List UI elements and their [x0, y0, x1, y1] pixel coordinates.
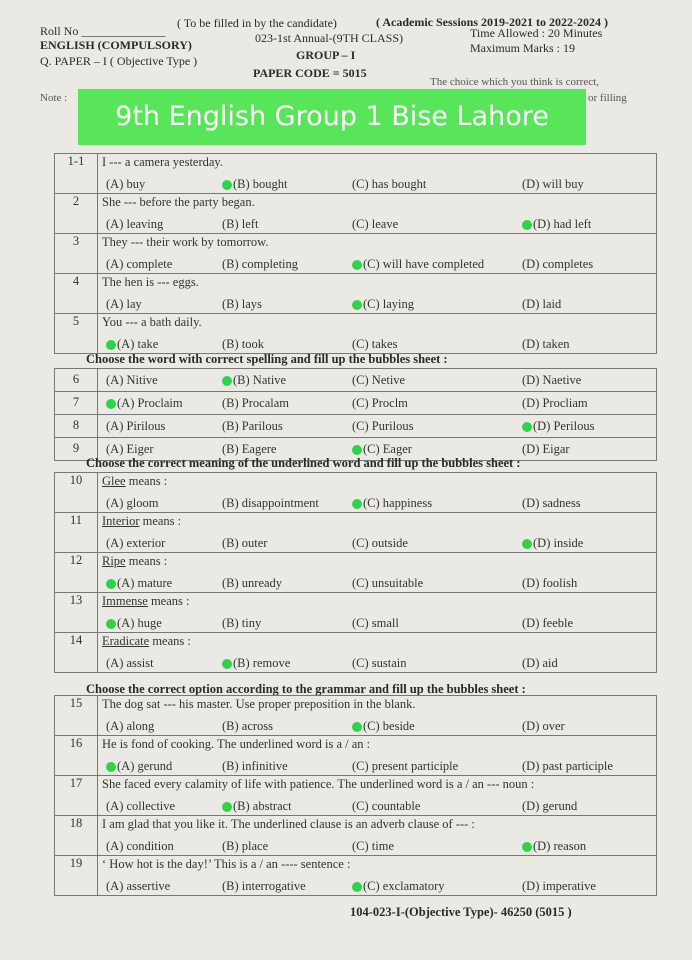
question-number: 8 — [55, 415, 98, 438]
question-stem: I am glad that you like it. The underlined clause is an adverb clause of --- : — [102, 817, 475, 831]
option-b — [222, 532, 267, 554]
options-line — [102, 833, 652, 855]
question-row — [55, 856, 657, 896]
option-text: (D) imperative — [522, 879, 596, 893]
section-heading-grammar: Choose the correct option according to the grammar and fill up the bubbles sheet : — [86, 682, 526, 696]
question-number: 1-1 — [55, 154, 98, 194]
option-a — [106, 715, 154, 737]
question-row — [55, 696, 657, 736]
options-line — [102, 369, 652, 391]
options-line — [102, 873, 652, 895]
roll-no: Roll No ______________ — [40, 24, 166, 38]
question-text — [102, 776, 652, 793]
filled-bubble-icon — [522, 539, 532, 549]
question-number: 15 — [55, 696, 98, 736]
option-b — [222, 875, 306, 897]
option-d — [522, 875, 596, 897]
option-text: (A) buy — [106, 177, 146, 191]
section-heading-meaning: Choose the correct meaning of the underlined word and fill up the bubbles sheet : — [86, 456, 521, 470]
option-text: (D) completes — [522, 257, 594, 271]
question-cell — [98, 856, 657, 896]
option-text: (B) abstract — [233, 799, 292, 813]
paper-code: PAPER CODE = 5015 — [253, 66, 367, 80]
options-line — [102, 753, 652, 775]
option-d — [522, 369, 581, 391]
option-text: (D) Eigar — [522, 442, 570, 456]
question-stem: means : — [147, 594, 190, 608]
question-stem: You --- a bath daily. — [102, 315, 202, 329]
options-line — [102, 291, 652, 313]
option-text: (A) exterior — [106, 536, 166, 550]
options-line — [102, 713, 652, 735]
question-text — [102, 553, 652, 570]
question-stem: I --- a camera yesterday. — [102, 155, 223, 169]
option-text: (C) will have completed — [363, 257, 485, 271]
question-stem: They --- their work by tomorrow. — [102, 235, 269, 249]
question-cell — [98, 553, 657, 593]
option-text: (D) sadness — [522, 496, 581, 510]
options-line — [102, 331, 652, 353]
option-text: (A) Nitive — [106, 373, 158, 387]
paper-type: Q. PAPER – I ( Objective Type ) — [40, 54, 198, 68]
options-line — [102, 570, 652, 592]
option-c — [352, 652, 407, 674]
question-stem: The dog sat --- his master. Use proper preposition in the blank. — [102, 697, 416, 711]
option-c — [352, 755, 458, 777]
option-text: (C) has bought — [352, 177, 427, 191]
question-number: 13 — [55, 593, 98, 633]
question-text — [102, 856, 652, 873]
option-text: (A) assertive — [106, 879, 171, 893]
filled-bubble-icon — [352, 260, 362, 270]
option-b — [222, 213, 258, 235]
question-cell — [98, 816, 657, 856]
question-stem: She faced every calamity of life with patience. The underlined word is a / an --- noun : — [102, 777, 535, 791]
option-a — [106, 875, 170, 897]
question-stem: means : — [125, 474, 168, 488]
note-fragment-2: or filling — [588, 92, 627, 104]
option-text: (D) over — [522, 719, 565, 733]
option-text: (A) along — [106, 719, 155, 733]
filled-bubble-icon — [352, 722, 362, 732]
option-d — [522, 253, 593, 275]
question-cell — [98, 274, 657, 314]
question-text — [102, 633, 652, 650]
option-d — [522, 173, 584, 195]
option-c — [352, 795, 420, 817]
question-cell — [98, 194, 657, 234]
question-number: 14 — [55, 633, 98, 673]
option-text: (B) outer — [222, 536, 268, 550]
option-text: (B) Native — [233, 373, 287, 387]
options-line — [102, 392, 652, 414]
question-cell — [98, 776, 657, 816]
option-b — [222, 612, 261, 634]
question-row — [55, 473, 657, 513]
question-row — [55, 194, 657, 234]
question-number: 11 — [55, 513, 98, 553]
question-text — [102, 513, 652, 530]
filled-bubble-icon — [352, 499, 362, 509]
options-line — [102, 171, 652, 193]
option-text: (B) took — [222, 337, 265, 351]
option-text: (D) taken — [522, 337, 570, 351]
option-a — [106, 253, 172, 275]
option-a — [106, 795, 175, 817]
option-text: (C) takes — [352, 337, 398, 351]
question-row — [55, 234, 657, 274]
question-text — [102, 736, 652, 753]
option-text: (A) leaving — [106, 217, 164, 231]
option-d — [522, 492, 581, 514]
option-c — [352, 369, 405, 391]
option-text: (C) Netive — [352, 373, 406, 387]
option-a — [106, 213, 163, 235]
question-stem: ‘ How hot is the day!’ This is a / an ---- sentence : — [102, 857, 351, 871]
option-text: (B) across — [222, 719, 274, 733]
option-text: (C) present participle — [352, 759, 459, 773]
options-line — [102, 490, 652, 512]
question-number: 5 — [55, 314, 98, 354]
question-cell — [98, 593, 657, 633]
option-d — [522, 612, 573, 634]
option-b — [222, 392, 289, 414]
grammar-table — [54, 153, 657, 354]
question-number: 7 — [55, 392, 98, 415]
question-cell — [98, 696, 657, 736]
filled-bubble-icon — [106, 579, 116, 589]
question-text — [102, 696, 652, 713]
filled-bubble-icon — [222, 802, 232, 812]
question-number: 4 — [55, 274, 98, 314]
question-row — [55, 816, 657, 856]
filled-note: ( To be filled in by the candidate) — [177, 16, 337, 30]
option-c — [352, 392, 408, 414]
time-allowed: Time Allowed : 20 Minutes — [470, 26, 603, 40]
option-b — [222, 369, 286, 391]
question-stem: She --- before the party began. — [102, 195, 255, 209]
option-d — [522, 572, 577, 594]
options-line — [102, 610, 652, 632]
underlined-word: Interior — [102, 514, 140, 528]
option-text: (B) Eagere — [222, 442, 277, 456]
option-text: (C) small — [352, 616, 399, 630]
question-number: 10 — [55, 473, 98, 513]
question-number: 16 — [55, 736, 98, 776]
option-text: (C) happiness — [363, 496, 433, 510]
option-c — [352, 875, 445, 897]
option-b — [222, 173, 288, 195]
question-row — [55, 274, 657, 314]
question-text — [102, 314, 652, 331]
filled-bubble-icon — [352, 445, 362, 455]
option-text: (D) reason — [533, 839, 587, 853]
filled-bubble-icon — [522, 422, 532, 432]
question-row — [55, 776, 657, 816]
options-line — [102, 530, 652, 552]
option-text: (B) Parilous — [222, 419, 283, 433]
question-stem: The hen is --- eggs. — [102, 275, 199, 289]
option-text: (B) place — [222, 839, 269, 853]
option-d — [522, 415, 594, 437]
filled-bubble-icon — [222, 376, 232, 386]
option-text: (D) laid — [522, 297, 562, 311]
question-text — [102, 274, 652, 291]
option-text: (C) laying — [363, 297, 415, 311]
filled-bubble-icon — [352, 882, 362, 892]
question-row — [55, 553, 657, 593]
section-heading-spelling: Choose the word with correct spelling and fill up the bubbles sheet : — [86, 352, 448, 366]
option-text: (A) complete — [106, 257, 173, 271]
option-b — [222, 572, 282, 594]
option-text: (A) lay — [106, 297, 142, 311]
option-text: (D) aid — [522, 656, 558, 670]
paper-footer: 104-023-I-(Objective Type)- 46250 (5015 ) — [350, 905, 572, 919]
question-cell — [98, 154, 657, 194]
option-d — [522, 795, 577, 817]
option-text: (B) tiny — [222, 616, 262, 630]
option-b — [222, 835, 268, 857]
question-number: 3 — [55, 234, 98, 274]
option-text: (A) mature — [117, 576, 173, 590]
option-c — [352, 415, 413, 437]
question-cell — [98, 473, 657, 513]
option-text: (B) interrogative — [222, 879, 306, 893]
filled-bubble-icon — [106, 762, 116, 772]
question-number: 12 — [55, 553, 98, 593]
option-text: (B) bought — [233, 177, 288, 191]
option-a — [106, 835, 174, 857]
annual: 023-1st Annual-(9TH CLASS) — [255, 31, 403, 45]
title-banner: 9th English Group 1 Bise Lahore — [78, 89, 586, 145]
option-text: (D) past participle — [522, 759, 613, 773]
option-d — [522, 438, 570, 460]
question-text — [102, 473, 652, 490]
option-text: (D) will buy — [522, 177, 584, 191]
option-text: (C) sustain — [352, 656, 407, 670]
question-stem: means : — [149, 634, 191, 648]
option-text: (D) Procliam — [522, 396, 588, 410]
filled-bubble-icon — [352, 300, 362, 310]
question-row — [55, 392, 657, 415]
option-c — [352, 572, 423, 594]
filled-bubble-icon — [106, 619, 116, 629]
options-line — [102, 650, 652, 672]
option-text: (C) unsuitable — [352, 576, 424, 590]
option-a — [106, 652, 154, 674]
option-d — [522, 333, 570, 355]
options-line — [102, 211, 652, 233]
option-c — [352, 253, 484, 275]
option-c — [352, 715, 415, 737]
option-b — [222, 715, 273, 737]
option-a — [106, 369, 158, 391]
option-c — [352, 213, 398, 235]
option-text: (B) unready — [222, 576, 283, 590]
options-line — [102, 251, 652, 273]
filled-bubble-icon — [106, 340, 116, 350]
question-row — [55, 154, 657, 194]
option-d — [522, 715, 565, 737]
option-b — [222, 652, 290, 674]
question-stem: He is fond of cooking. The underlined word is a / an : — [102, 737, 371, 751]
question-text — [102, 194, 652, 211]
option-a — [106, 415, 165, 437]
question-number: 2 — [55, 194, 98, 234]
question-text — [102, 154, 652, 171]
option-a — [106, 293, 142, 315]
spelling-table — [54, 368, 657, 461]
option-a — [106, 532, 165, 554]
option-text: (A) collective — [106, 799, 176, 813]
question-cell — [98, 633, 657, 673]
question-cell — [98, 234, 657, 274]
option-d — [522, 392, 588, 414]
options-line — [102, 793, 652, 815]
question-number: 17 — [55, 776, 98, 816]
option-text: (D) gerund — [522, 799, 578, 813]
option-d — [522, 213, 591, 235]
option-b — [222, 293, 262, 315]
option-d — [522, 293, 561, 315]
option-text: (D) feeble — [522, 616, 574, 630]
option-text: (C) leave — [352, 217, 399, 231]
note-fragment: The choice which you think is correct, — [430, 76, 599, 88]
question-row — [55, 314, 657, 354]
question-row — [55, 736, 657, 776]
option-text: (D) foolish — [522, 576, 578, 590]
question-number: 18 — [55, 816, 98, 856]
option-c — [352, 293, 414, 315]
underlined-word: Eradicate — [102, 634, 150, 648]
option-text: (C) countable — [352, 799, 421, 813]
option-text: (B) Procalam — [222, 396, 289, 410]
question-cell — [98, 415, 657, 438]
option-text: (C) time — [352, 839, 395, 853]
option-text: (A) Pirilous — [106, 419, 166, 433]
option-c — [352, 492, 432, 514]
question-row — [55, 633, 657, 673]
grammar-option-table — [54, 695, 657, 896]
option-c — [352, 835, 394, 857]
filled-bubble-icon — [522, 220, 532, 230]
question-row — [55, 593, 657, 633]
question-row — [55, 415, 657, 438]
option-a — [106, 173, 145, 195]
question-stem: means : — [125, 554, 168, 568]
filled-bubble-icon — [222, 180, 232, 190]
question-number: 19 — [55, 856, 98, 896]
filled-bubble-icon — [106, 399, 116, 409]
option-c — [352, 532, 408, 554]
question-text — [102, 234, 652, 251]
option-text: (A) gerund — [117, 759, 173, 773]
option-a — [106, 392, 183, 414]
question-row — [55, 369, 657, 392]
option-text: (C) outside — [352, 536, 408, 550]
option-b — [222, 253, 298, 275]
option-text: (A) Eiger — [106, 442, 154, 456]
option-text: (D) Perilous — [533, 419, 595, 433]
option-text: (C) Purilous — [352, 419, 414, 433]
option-a — [106, 572, 172, 594]
question-cell — [98, 513, 657, 553]
option-text: (B) remove — [233, 656, 291, 670]
meaning-table — [54, 472, 657, 673]
group: GROUP – I — [296, 48, 356, 62]
option-b — [222, 795, 292, 817]
option-text: (C) beside — [363, 719, 415, 733]
option-text: (A) huge — [117, 616, 162, 630]
option-c — [352, 173, 426, 195]
option-c — [352, 612, 399, 634]
option-text: (A) gloom — [106, 496, 159, 510]
question-text — [102, 816, 652, 833]
question-stem: means : — [139, 514, 182, 528]
sessions: ( Academic Sessions 2019-2021 to 2022-2024 ) — [376, 15, 608, 29]
subject: ENGLISH (COMPULSORY) — [40, 38, 192, 52]
option-text: (B) completing — [222, 257, 299, 271]
question-number: 6 — [55, 369, 98, 392]
option-text: (B) lays — [222, 297, 262, 311]
max-marks: Maximum Marks : 19 — [470, 41, 575, 55]
question-cell — [98, 369, 657, 392]
option-text: (A) take — [117, 337, 159, 351]
option-a — [106, 755, 172, 777]
option-b — [222, 415, 283, 437]
option-text: (B) disappointment — [222, 496, 319, 510]
option-a — [106, 492, 158, 514]
option-text: (C) exclamatory — [363, 879, 445, 893]
underlined-word: Immense — [102, 594, 148, 608]
options-line — [102, 415, 652, 437]
option-text: (D) Naetive — [522, 373, 582, 387]
filled-bubble-icon — [222, 659, 232, 669]
option-text: (A) condition — [106, 839, 174, 853]
filled-bubble-icon — [522, 842, 532, 852]
option-text: (D) had left — [533, 217, 592, 231]
question-cell — [98, 392, 657, 415]
option-text: (A) assist — [106, 656, 154, 670]
question-cell — [98, 736, 657, 776]
option-b — [222, 755, 288, 777]
option-d — [522, 755, 613, 777]
option-text: (B) infinitive — [222, 759, 288, 773]
underlined-word: Ripe — [102, 554, 126, 568]
option-d — [522, 835, 586, 857]
option-b — [222, 492, 319, 514]
option-d — [522, 532, 583, 554]
option-text: (B) left — [222, 217, 259, 231]
option-text: (D) inside — [533, 536, 584, 550]
option-text: (C) Proclm — [352, 396, 408, 410]
underlined-word: Glee — [102, 474, 126, 488]
question-row — [55, 513, 657, 553]
question-text — [102, 593, 652, 610]
question-number: 9 — [55, 438, 98, 461]
note-label: Note : — [40, 92, 68, 104]
option-text: (C) Eager — [363, 442, 412, 456]
option-a — [106, 612, 162, 634]
question-cell — [98, 314, 657, 354]
option-text: (A) Proclaim — [117, 396, 183, 410]
option-d — [522, 652, 558, 674]
